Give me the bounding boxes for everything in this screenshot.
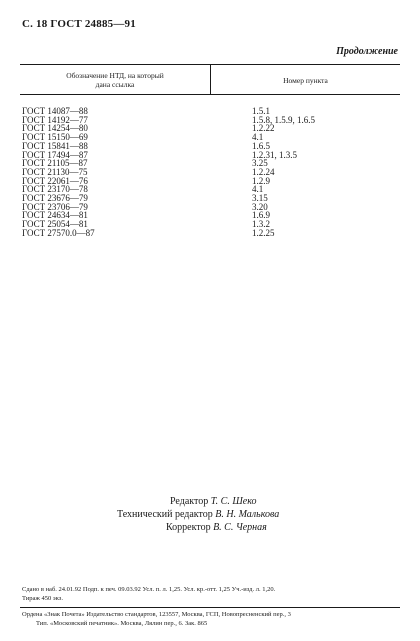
credit-corrector — [156, 521, 279, 534]
row-item-number: 1.5.8, 1.5.9, 1.6.5 — [252, 114, 315, 125]
row-document: ГОСТ 15150—69 — [22, 132, 88, 143]
row-document: ГОСТ 15841—88 — [22, 140, 88, 151]
printer-line: Тип. «Московский печатник». Москва, Лялин пер., 6. Зак. 865 — [36, 620, 208, 627]
tech-editor-label: Технический редактор — [117, 509, 213, 520]
corrector-label: Корректор — [166, 522, 211, 533]
row-item-number: 3.15 — [252, 193, 268, 203]
row-document: ГОСТ 22061—76 — [22, 175, 88, 186]
row-item-number: 1.2.24 — [252, 166, 275, 177]
row-document: ГОСТ 23706—79 — [22, 201, 88, 212]
column-header-document-line2: дана ссылка — [95, 80, 135, 89]
row-document: ГОСТ 23676—79 — [22, 193, 88, 203]
credit-tech-editor — [117, 508, 279, 521]
row-document: ГОСТ 17494—87 — [22, 149, 88, 160]
imprint-rule — [20, 607, 400, 608]
row-item-number: 1.2.22 — [252, 123, 275, 134]
row-document: ГОСТ 27570.0—87 — [22, 227, 95, 238]
row-document: ГОСТ 21105—87 — [22, 158, 88, 169]
page-header: С. 18 ГОСТ 24885—91 — [22, 18, 136, 30]
row-document: ГОСТ 25054—81 — [22, 219, 88, 230]
continuation-label: Продолжение — [336, 46, 398, 57]
row-item-number: 1.2.31, 1.3.5 — [252, 149, 297, 160]
column-header-item: Номер пункта — [283, 76, 328, 85]
print-details-line1: Сдано в наб. 24.01.92 Подп. к печ. 09.03.92 Усл. п. л. 1,25. Усл. кр.-отт. 1,25 Уч.-изд. л. 1,20. — [22, 586, 276, 593]
row-document: ГОСТ 14254—80 — [22, 123, 88, 134]
print-details-line2: Тираж 450 экз. — [22, 595, 63, 602]
editor-name: Т. С. Шеко — [210, 496, 257, 507]
row-item-number: 3.25 — [252, 158, 268, 169]
tech-editor-name: В. Н. Малькова — [215, 509, 280, 520]
column-header-document — [20, 71, 210, 89]
row-document: ГОСТ 14192—77 — [22, 114, 88, 125]
credits-block — [117, 495, 280, 534]
column-header-document-line1: Обозначение НТД, на который — [66, 71, 164, 80]
row-document: ГОСТ 21130—75 — [22, 166, 88, 177]
row-document: ГОСТ 24634—81 — [22, 210, 88, 221]
row-item-number: 4.1 — [252, 132, 264, 143]
row-item-number: 1.6.5 — [252, 140, 270, 151]
row-item-number: 4.1 — [252, 184, 264, 195]
corrector-name: В. С. Черная — [213, 522, 267, 533]
credit-editor — [156, 495, 279, 508]
publisher-details — [22, 610, 291, 628]
row-item-number: 1.6.9 — [252, 210, 270, 221]
row-document: ГОСТ 14087—88 — [22, 106, 88, 116]
print-details — [22, 585, 275, 603]
table-header-rule — [20, 94, 400, 95]
publisher-line: Ордена «Знак Почета» Издательство стандартов, 123557, Москва, ГСП, Новопресненский пер., 3 — [22, 611, 291, 618]
row-document: ГОСТ 23170—78 — [22, 184, 88, 195]
row-item-number: 1.5.1 — [252, 106, 270, 116]
row-item-number: 1.3.2 — [252, 219, 270, 230]
row-item-number: 3.20 — [252, 201, 268, 212]
row-item-number: 1.2.9 — [252, 175, 270, 186]
editor-label: Редактор — [170, 496, 209, 507]
row-item-number: 1.2.25 — [252, 227, 275, 238]
